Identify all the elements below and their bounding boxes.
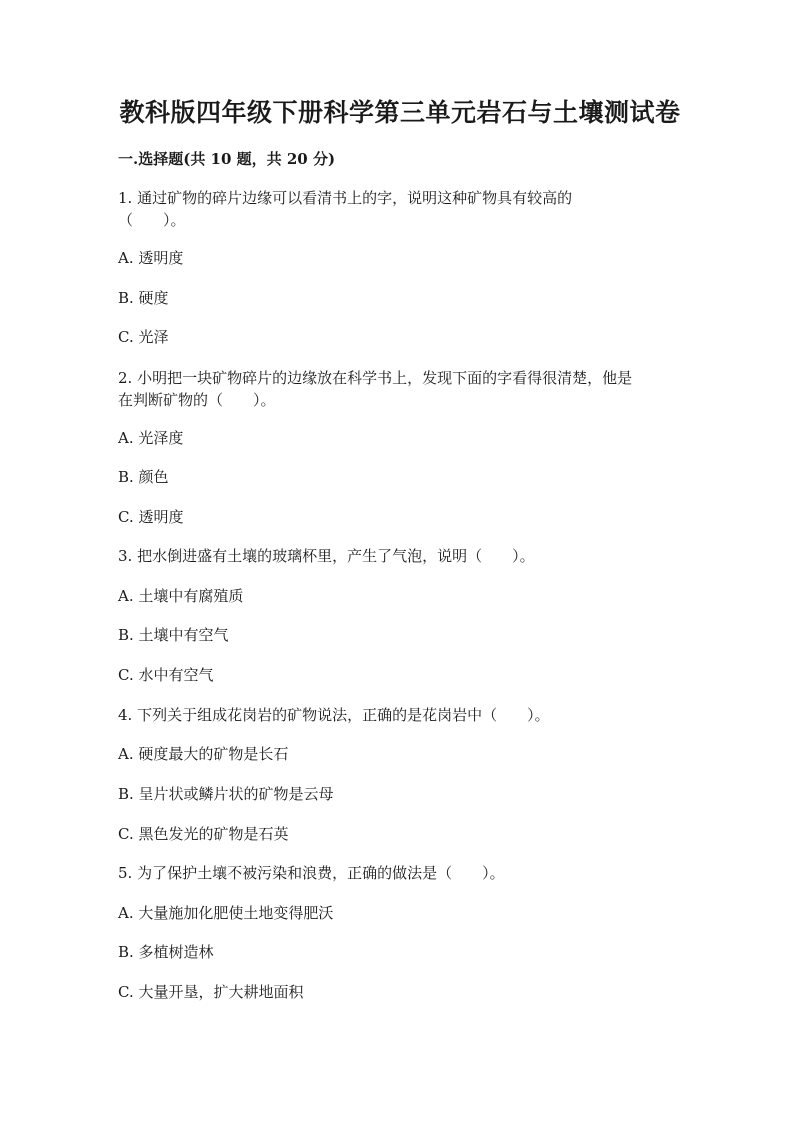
question-4-stem: 4. 下列关于组成花岗岩的矿物说法，正确的是花岗岩中（ ）。 — [118, 706, 550, 724]
question-3-stem: 3. 把水倒进盛有土壤的玻璃杯里，产生了气泡，说明（ ）。 — [118, 547, 535, 565]
question-1-line-2: （ ）。 — [118, 211, 186, 229]
question-2-option-a: A. 光泽度 — [118, 429, 184, 447]
question-3-option-c: C. 水中有空气 — [118, 666, 214, 684]
question-2-stem — [118, 367, 688, 411]
question-1-option-c: C. 光泽 — [118, 328, 169, 346]
question-1-option-b: B. 硬度 — [118, 289, 169, 307]
document-title: 教科版四年级下册科学第三单元岩石与土壤测试卷 — [119, 98, 681, 127]
question-4-option-a: A. 硬度最大的矿物是长石 — [118, 745, 289, 763]
question-5-option-b: B. 多植树造林 — [118, 943, 214, 961]
question-5-option-a: A. 大量施加化肥使土地变得肥沃 — [118, 904, 334, 922]
section-heading: 一.选择题(共 10 题，共 20 分) — [118, 150, 336, 168]
question-3-option-a: A. 土壤中有腐殖质 — [118, 587, 244, 605]
question-1-line-1: 1. 通过矿物的碎片边缘可以看清书上的字，说明这种矿物具有较高的 — [118, 189, 573, 207]
question-4-option-c: C. 黑色发光的矿物是石英 — [118, 825, 289, 843]
question-3-option-b: B. 土壤中有空气 — [118, 626, 229, 644]
question-1-stem — [118, 187, 688, 231]
question-2-option-c: C. 透明度 — [118, 508, 184, 526]
question-2-line-2: 在判断矿物的（ ）。 — [118, 391, 276, 409]
question-5-option-c: C. 大量开垦，扩大耕地面积 — [118, 983, 304, 1001]
question-5-stem: 5. 为了保护土壤不被污染和浪费，正确的做法是（ ）。 — [118, 864, 505, 882]
question-2-line-1: 2. 小明把一块矿物碎片的边缘放在科学书上，发现下面的字看得很清楚，他是 — [118, 369, 633, 387]
question-4-option-b: B. 呈片状或鳞片状的矿物是云母 — [118, 785, 334, 803]
question-1-option-a: A. 透明度 — [118, 249, 184, 267]
question-2-option-b: B. 颜色 — [118, 468, 169, 486]
